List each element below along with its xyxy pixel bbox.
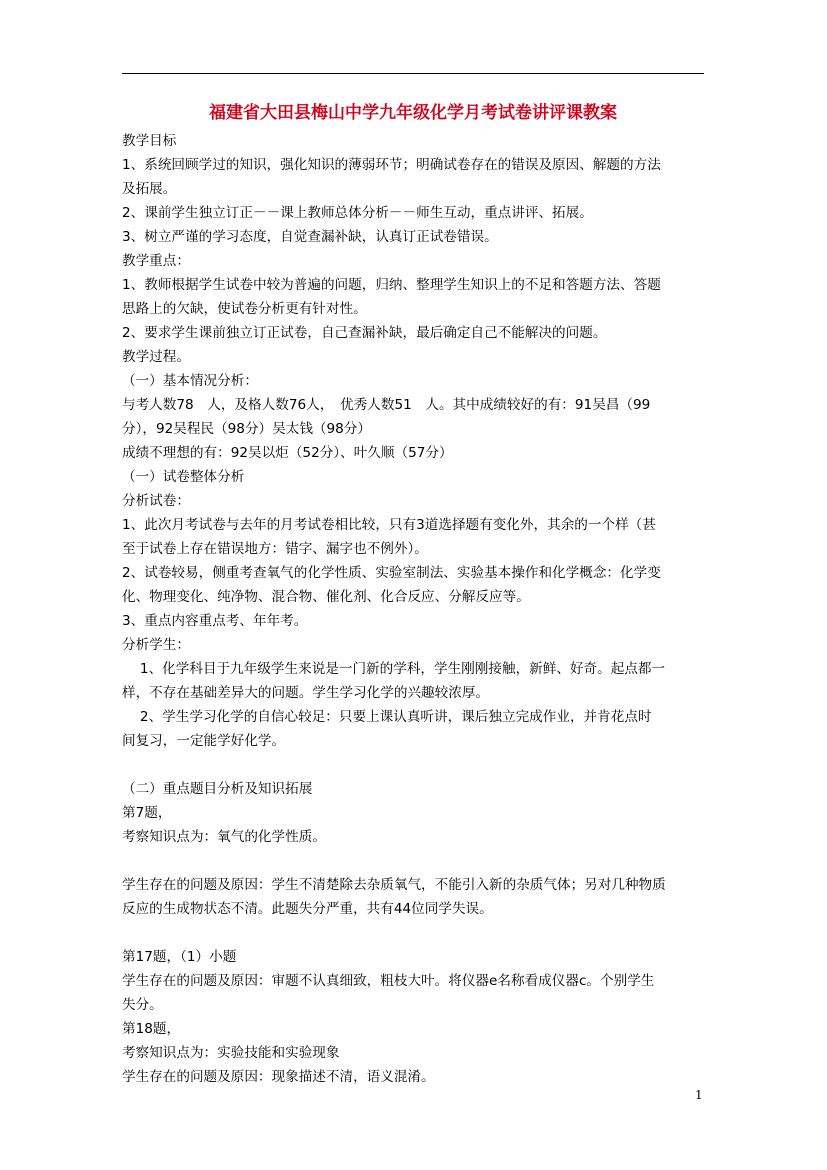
text-line: （一）基本情况分析： — [122, 373, 258, 389]
text-line: 教学重点： — [122, 253, 190, 269]
text-line: 及拓展。 — [122, 181, 177, 197]
text-line: 2、课前学生独立订正－－课上教师总体分析－－师生互动，重点讲评、拓展。 — [122, 205, 593, 221]
text-line: （一）试卷整体分析 — [122, 469, 245, 485]
text-line: 2、试卷较易，侧重考查氧气的化学性质、实验室制法、实验基本操作和化学概念：化学变 — [122, 565, 661, 581]
text-line: 学生存在的问题及原因：学生不清楚除去杂质氧气，不能引入新的杂质气体；另对几种物质 — [122, 877, 666, 893]
text-line: 样，不存在基础差异大的问题。学生学习化学的兴趣较浓厚。 — [122, 685, 490, 701]
blank-line — [122, 849, 708, 873]
text-line: 考察知识点为：实验技能和实验现象 — [122, 1045, 340, 1061]
text-line: 学生存在的问题及原因：审题不认真细致，粗枝大叶。将仪器e名称看成仪器c。个别学生 — [122, 973, 655, 989]
text-line: 分析学生： — [122, 637, 190, 653]
text-line: 失分。 — [122, 997, 163, 1013]
header-rule — [122, 73, 704, 74]
text-line: 教学过程。 — [122, 349, 190, 365]
text-line: 至于试卷上存在错误地方：错字、漏字也不例外）。 — [122, 541, 428, 557]
text-line: 1、化学科目于九年级学生来说是一门新的学科，学生刚刚接触，新鲜、好奇。起点都一 — [122, 661, 666, 677]
text-line: 学生存在的问题及原因：现象描述不清，语义混淆。 — [122, 1069, 435, 1085]
text-line: 3、树立严谨的学习态度，自觉查漏补缺，认真订正试卷错误。 — [122, 229, 498, 245]
text-line: 3、重点内容重点考、年年考。 — [122, 613, 308, 629]
text-line: 反应的生成物状态不清。此题失分严重，共有44位同学失误。 — [122, 901, 493, 917]
text-line: 思路上的欠缺，使试卷分析更有针对性。 — [122, 301, 367, 317]
blank-line — [122, 753, 708, 777]
text-line: 第18题， — [122, 1021, 181, 1037]
text-line: 2、学生学习化学的自信心较足：只要上课认真听讲，课后独立完成作业，并肯花点时 — [122, 709, 652, 725]
text-line: 1、系统回顾学过的知识，强化知识的薄弱环节；明确试卷存在的错误及原因、解题的方法 — [122, 157, 661, 173]
text-line: 成绩不理想的有：92吴以炬（52分）、叶久顺（57分） — [122, 445, 453, 461]
text-line: 与考人数78 人，及格人数76人， 优秀人数51 人。其中成绩较好的有：91吴昌（99 — [122, 397, 651, 413]
text-line: 1、此次月考试卷与去年的月考试卷相比较，只有3道选择题有变化外，其余的一个样（甚 — [122, 517, 656, 533]
text-line: 教学目标 — [122, 133, 177, 149]
text-line: 2、要求学生课前独立订正试卷，自己查漏补缺，最后确定自己不能解决的问题。 — [122, 325, 607, 341]
text-line: 第17题，（1）小题 — [122, 949, 237, 965]
document-body — [122, 129, 708, 1089]
document-title: 福建省大田县梅山中学九年级化学月考试卷讲评课教案 — [209, 103, 617, 123]
text-line: （二）重点题目分析及知识拓展 — [122, 781, 313, 797]
page-number: 1 — [695, 1088, 703, 1102]
text-line: 分），92吴程民（98分）吴太钱（98分） — [122, 421, 371, 437]
text-line: 1、教师根据学生试卷中较为普遍的问题，归纳、整理学生知识上的不足和答题方法、答题 — [122, 277, 661, 293]
text-line: 第7题， — [122, 805, 172, 821]
text-line: 考察知识点为：氧气的化学性质。 — [122, 829, 326, 845]
text-line: 分析试卷： — [122, 493, 190, 509]
blank-line — [122, 921, 708, 945]
text-line: 化、物理变化、纯净物、混合物、催化剂、化合反应、分解反应等。 — [122, 589, 530, 605]
text-line: 间复习，一定能学好化学。 — [122, 733, 286, 749]
